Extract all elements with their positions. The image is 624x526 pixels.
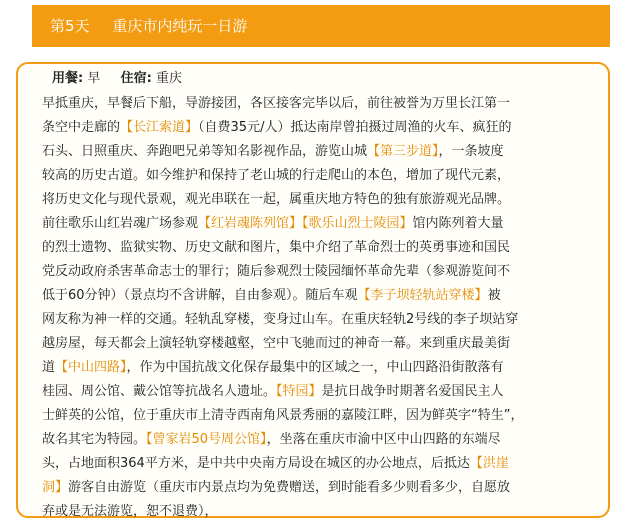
description-line <box>42 308 598 332</box>
description-text: ，坐落在重庆市渝中区中山四路的东端尽 <box>266 432 501 447</box>
description-text: 桂园、周公馆、戴公馆等抗战名人遗址。 <box>42 384 277 399</box>
description-text: 被 <box>487 288 501 303</box>
description-text: 是抗日战争时期著名爱国民主人 <box>321 384 504 399</box>
attraction-keyword: 【洪崖 <box>469 456 509 471</box>
attraction-keyword: 【长江索道】 <box>120 120 199 135</box>
description-text: （自费35元/人）抵达南岸曾拍摄过周渔的火车、疯狂的 <box>198 120 512 135</box>
description-text: ，一条坡度 <box>438 144 504 159</box>
day-header <box>32 5 610 47</box>
description-line <box>42 332 598 356</box>
description-line <box>42 212 598 236</box>
attraction-keyword: 洞】 <box>42 480 69 495</box>
meal-value: 早 <box>87 71 101 86</box>
attraction-keyword: 【第三步道】 <box>367 144 439 159</box>
description-text: 将历史文化与现代景观，观光串联在一起，属重庆地方特色的独有旅游观光品牌。 <box>42 192 511 207</box>
description-text: 馆内陈列着大量 <box>412 216 504 231</box>
description-text: 故名其宅为特园。 <box>42 432 147 447</box>
description-line <box>42 140 598 164</box>
description-text: 道 <box>42 360 56 375</box>
attraction-keyword: 【李子坝轻轨站穿楼】 <box>357 288 488 303</box>
description-text: 条空中走廊的 <box>42 120 121 135</box>
meal-label: 用餐: <box>52 71 84 86</box>
description-text: 党反动政府杀害革命志士的罪行；随后参观烈士陵园缅怀革命先辈（参观游览间不 <box>42 264 511 279</box>
description-line <box>42 260 598 284</box>
description-text: 弃或是无法游览，恕不退费）， <box>42 504 218 519</box>
itinerary-content-box <box>16 62 610 518</box>
description-text: 网友称为神一样的交通。轻轨乱穿楼，变身过山车。在重庆轻轨2号线的李子坝站穿 <box>42 312 519 327</box>
attraction-keyword: 【中山四路】 <box>55 360 127 375</box>
description-line <box>42 92 598 116</box>
description-line <box>42 164 598 188</box>
attraction-keyword: 【曾家岩50号周公馆】 <box>146 432 267 447</box>
hotel-value: 重庆 <box>155 71 182 86</box>
attraction-keyword: 【红岩魂陈列馆】【歌乐山烈士陵园】 <box>198 216 413 231</box>
description-text: 前往歌乐山红岩魂广场参观 <box>42 216 199 231</box>
description-line <box>42 500 598 524</box>
meal-hotel-row <box>52 68 598 90</box>
description-text: 游客自由游览（重庆市内景点均为免费赠送，到时能看多少则看多少，自愿放 <box>68 480 511 495</box>
description-text: 较高的历史古道。如今维护和保持了老山城的行走爬山的本色，增加了现代元素， <box>42 168 511 183</box>
description-text: 的烈士遗物、监狱实物、历史文献和图片，集中介绍了革命烈士的英勇事迹和国民 <box>42 240 511 255</box>
description-text: ，作为中国抗战文化保存最集中的区域之一，中山四路沿街散落有 <box>126 360 504 375</box>
description-line <box>42 116 598 140</box>
description-line <box>42 452 598 476</box>
attraction-keyword: 【特园】 <box>276 384 322 399</box>
description-text: 早抵重庆，早餐后下船，导游接团，各区接客完毕以后，前往被誉为万里长江第一 <box>42 96 511 111</box>
description-line <box>42 284 598 308</box>
description-line <box>42 380 598 404</box>
description-line <box>42 356 598 380</box>
description-text: 低于60分钟）（景点均不含讲解，自由参观）。随后车观 <box>42 288 358 303</box>
description-line <box>42 476 598 500</box>
description-text: 头，占地面积364平方米，是中共中央南方局设在城区的办公地点，后抵达 <box>42 456 470 471</box>
description-text: 越房屋，每天都会上演轻轨穿楼越壑，空中飞驰而过的神奇一幕。来到重庆最美街 <box>42 336 511 351</box>
hotel-label: 住宿: <box>120 71 152 86</box>
description-text: 士鲜英的公馆，位于重庆市上清寺西南角风景秀丽的嘉陵江畔，因为鲜英字“特生”， <box>42 408 524 423</box>
itinerary-description <box>42 92 598 524</box>
description-text: 石头、日照重庆、奔跑吧兄弟等知名影视作品，游览山城 <box>42 144 368 159</box>
description-line <box>42 236 598 260</box>
description-line <box>42 428 598 452</box>
day-number: 第5天 <box>50 17 90 35</box>
description-line <box>42 188 598 212</box>
description-line <box>42 404 598 428</box>
day-title: 重庆市内纯玩一日游 <box>112 17 248 35</box>
